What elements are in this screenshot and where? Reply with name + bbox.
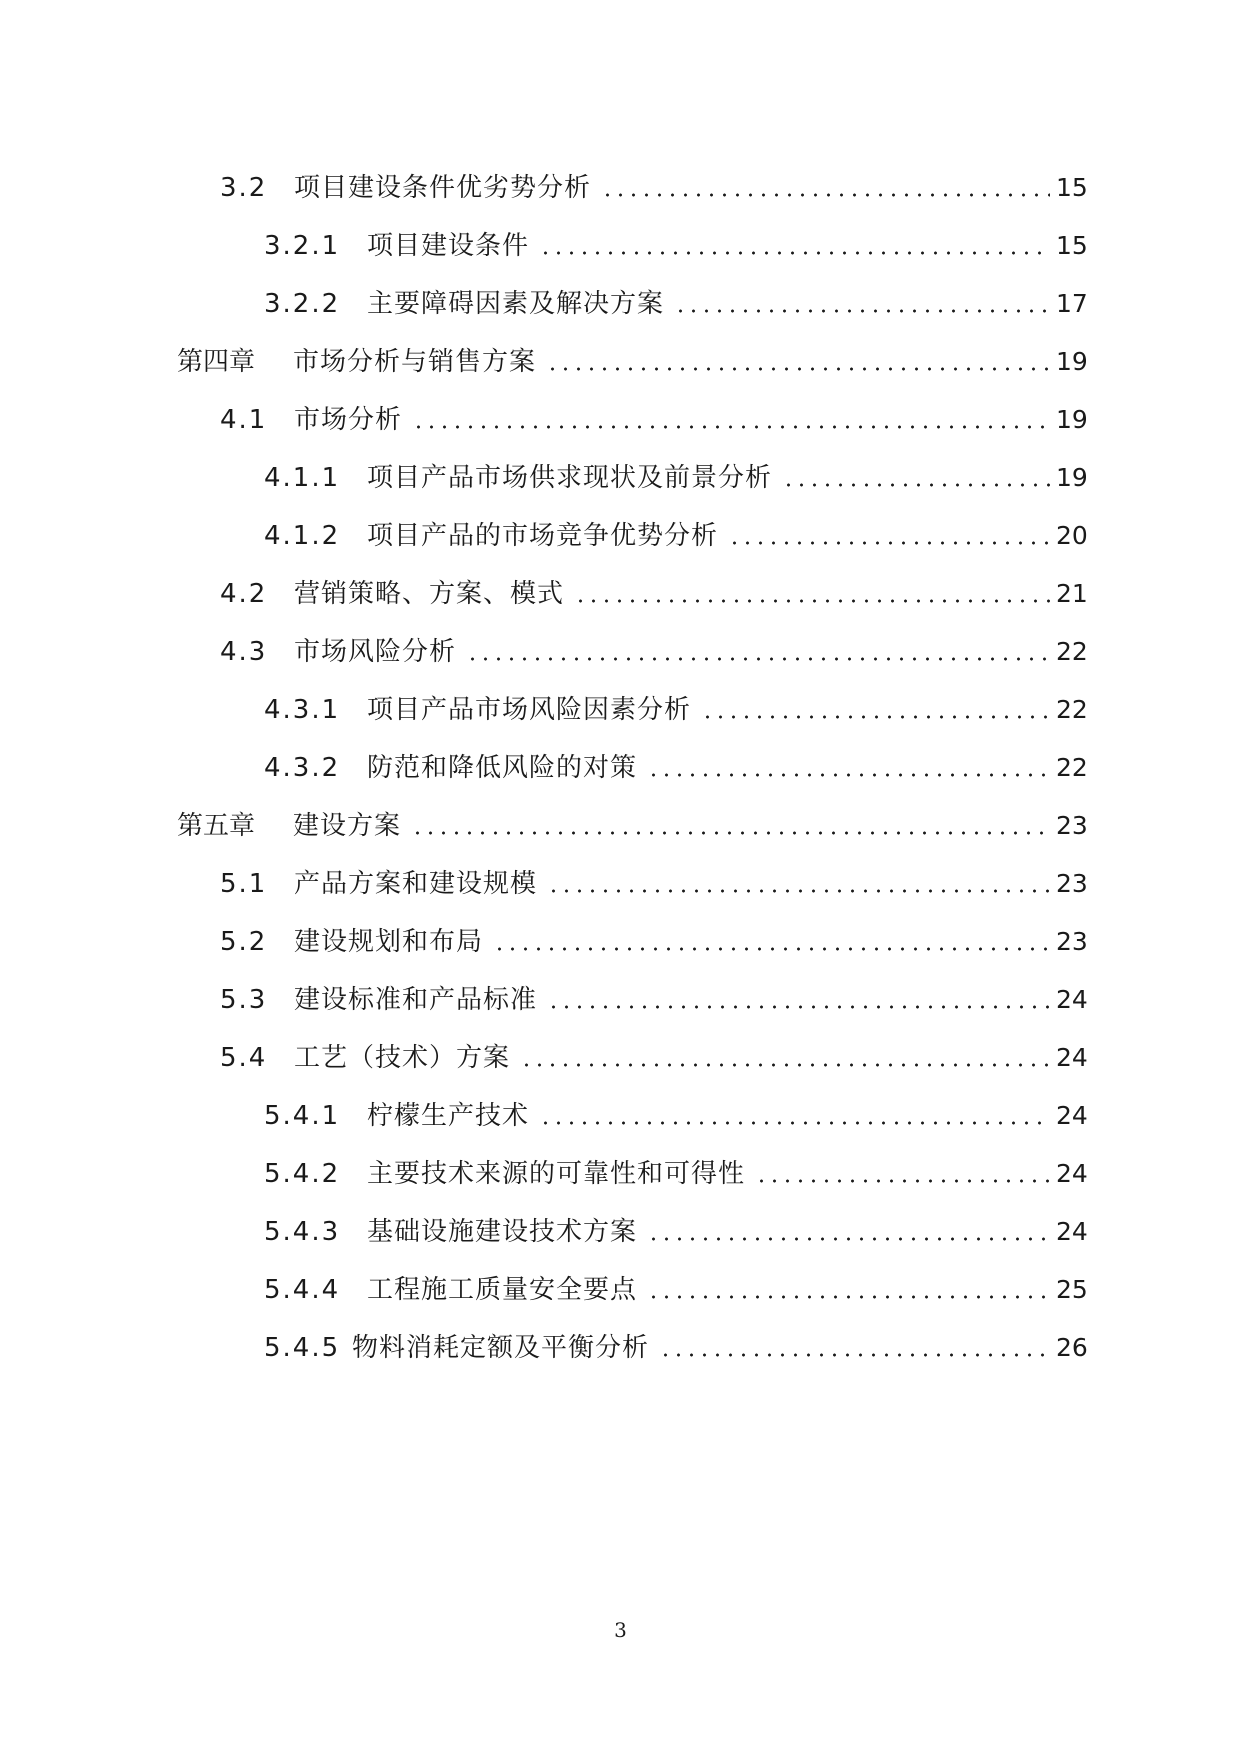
toc-entry-page: 22 (1056, 695, 1088, 724)
dot-leader (782, 483, 1050, 487)
dot-leader (728, 541, 1050, 545)
toc-entry-title: 防范和降低风险的对策 (367, 753, 638, 783)
dot-leader (412, 425, 1050, 429)
dot-leader (546, 367, 1050, 371)
toc-entry-number: 3.2.2 (264, 289, 341, 319)
toc-entry-number: 4.1.1 (264, 463, 341, 493)
toc-entry[interactable] (0, 971, 1241, 1029)
toc-entry-page: 19 (1056, 347, 1088, 376)
toc-entry-title: 市场分析 (294, 405, 403, 435)
dot-leader (520, 1063, 1050, 1067)
dot-leader (547, 1005, 1050, 1009)
toc-entry-page: 17 (1056, 289, 1088, 318)
toc-entry-title: 工艺（技术）方案 (294, 1043, 511, 1073)
dot-leader (755, 1179, 1050, 1183)
toc-entry-page: 24 (1056, 1043, 1088, 1072)
dot-leader (601, 193, 1050, 197)
toc-entry-title: 建设标准和产品标准 (294, 985, 538, 1015)
dot-leader (547, 889, 1050, 893)
toc-entry-number: 5.4.2 (264, 1159, 341, 1189)
toc-entry-title: 项目产品的市场竞争优势分析 (367, 521, 719, 551)
toc-entry-number: 5.4.1 (264, 1101, 341, 1131)
page-number: 3 (614, 1618, 627, 1642)
toc-entry-page: 26 (1056, 1333, 1088, 1362)
dot-leader (701, 715, 1050, 719)
toc-entry[interactable] (0, 855, 1241, 913)
toc-entry-page: 23 (1056, 927, 1088, 956)
toc-entry-title: 市场风险分析 (294, 637, 457, 667)
toc-entry-title: 项目产品市场供求现状及前景分析 (367, 463, 773, 493)
toc-entry-title: 主要技术来源的可靠性和可得性 (367, 1159, 746, 1189)
toc-entry-page: 22 (1056, 637, 1088, 666)
toc-entry[interactable] (0, 1087, 1241, 1145)
dot-leader (574, 599, 1050, 603)
toc-entry[interactable] (0, 1261, 1241, 1319)
toc-entry-number: 第四章 (177, 347, 256, 377)
toc-entry[interactable] (0, 217, 1241, 275)
toc-entry-number: 5.1 (220, 869, 268, 899)
toc-entry[interactable] (0, 1145, 1241, 1203)
toc-entry-page: 24 (1056, 1159, 1088, 1188)
toc-entry-title: 工程施工质量安全要点 (367, 1275, 638, 1305)
dot-leader (674, 309, 1050, 313)
toc-entry[interactable] (0, 1029, 1241, 1087)
toc-entry-number: 4.1.2 (264, 521, 341, 551)
toc-entry-number: 5.4.5 (264, 1333, 341, 1363)
toc-entry-page: 19 (1056, 405, 1088, 434)
toc-entry-title: 柠檬生产技术 (367, 1101, 530, 1131)
toc-entry-title: 主要障碍因素及解决方案 (367, 289, 665, 319)
toc-entry-number: 5.4.3 (264, 1217, 341, 1247)
toc-entry-number: 4.3 (220, 637, 268, 667)
toc-entry[interactable] (0, 1203, 1241, 1261)
toc-entry[interactable] (0, 275, 1241, 333)
toc-entry-title: 基础设施建设技术方案 (367, 1217, 638, 1247)
toc-entry-title: 营销策略、方案、模式 (294, 579, 565, 609)
toc-entry-page: 24 (1056, 1217, 1088, 1246)
dot-leader (659, 1353, 1050, 1357)
toc-entry-page: 23 (1056, 811, 1088, 840)
toc-entry-title: 项目产品市场风险因素分析 (367, 695, 692, 725)
toc-entry[interactable] (0, 565, 1241, 623)
toc-entry-number: 第五章 (177, 811, 256, 841)
toc-entry[interactable] (0, 797, 1241, 855)
toc-entry[interactable] (0, 623, 1241, 681)
toc-entry-number: 3.2 (220, 173, 268, 203)
toc-entry[interactable] (0, 159, 1241, 217)
toc-entry[interactable] (0, 333, 1241, 391)
dot-leader (539, 251, 1050, 255)
toc-entry-number: 4.3.2 (264, 753, 341, 783)
dot-leader (493, 947, 1050, 951)
toc-entry-number: 3.2.1 (264, 231, 341, 261)
toc-entry[interactable] (0, 913, 1241, 971)
toc-entry[interactable] (0, 739, 1241, 797)
toc-entry-number: 5.4 (220, 1043, 268, 1073)
dot-leader (411, 831, 1050, 835)
toc-entry-title: 建设规划和布局 (294, 927, 484, 957)
dot-leader (647, 1237, 1050, 1241)
toc-entry-title: 项目建设条件优劣势分析 (294, 173, 592, 203)
dot-leader (647, 1295, 1050, 1299)
toc-entry[interactable] (0, 507, 1241, 565)
toc-entry-page: 23 (1056, 869, 1088, 898)
toc-entry-number: 5.3 (220, 985, 268, 1015)
toc-entry-title: 产品方案和建设规模 (294, 869, 538, 899)
toc-entry[interactable] (0, 1319, 1241, 1377)
toc-entry-number: 5.2 (220, 927, 268, 957)
toc-entry-page: 15 (1056, 173, 1088, 202)
dot-leader (466, 657, 1050, 661)
toc-entry-page: 25 (1056, 1275, 1088, 1304)
toc-entry-page: 24 (1056, 1101, 1088, 1130)
toc-entry[interactable] (0, 681, 1241, 739)
toc-entry-number: 4.2 (220, 579, 268, 609)
toc-entry-title: 建设方案 (293, 811, 402, 841)
toc-entry-title: 项目建设条件 (367, 231, 530, 261)
toc-entry[interactable] (0, 391, 1241, 449)
toc-entry-title: 物料消耗定额及平衡分析 (352, 1333, 650, 1363)
toc-entry-number: 4.3.1 (264, 695, 341, 725)
toc-entry-page: 22 (1056, 753, 1088, 782)
toc-entry-page: 19 (1056, 463, 1088, 492)
toc-entry[interactable] (0, 449, 1241, 507)
dot-leader (539, 1121, 1050, 1125)
toc-entry-number: 4.1 (220, 405, 268, 435)
toc-entry-page: 24 (1056, 985, 1088, 1014)
toc-entry-number: 5.4.4 (264, 1275, 341, 1305)
toc-entry-title: 市场分析与销售方案 (293, 347, 537, 377)
dot-leader (647, 773, 1050, 777)
toc-entry-page: 15 (1056, 231, 1088, 260)
toc-entry-page: 20 (1056, 521, 1088, 550)
toc-entry-page: 21 (1056, 579, 1088, 608)
